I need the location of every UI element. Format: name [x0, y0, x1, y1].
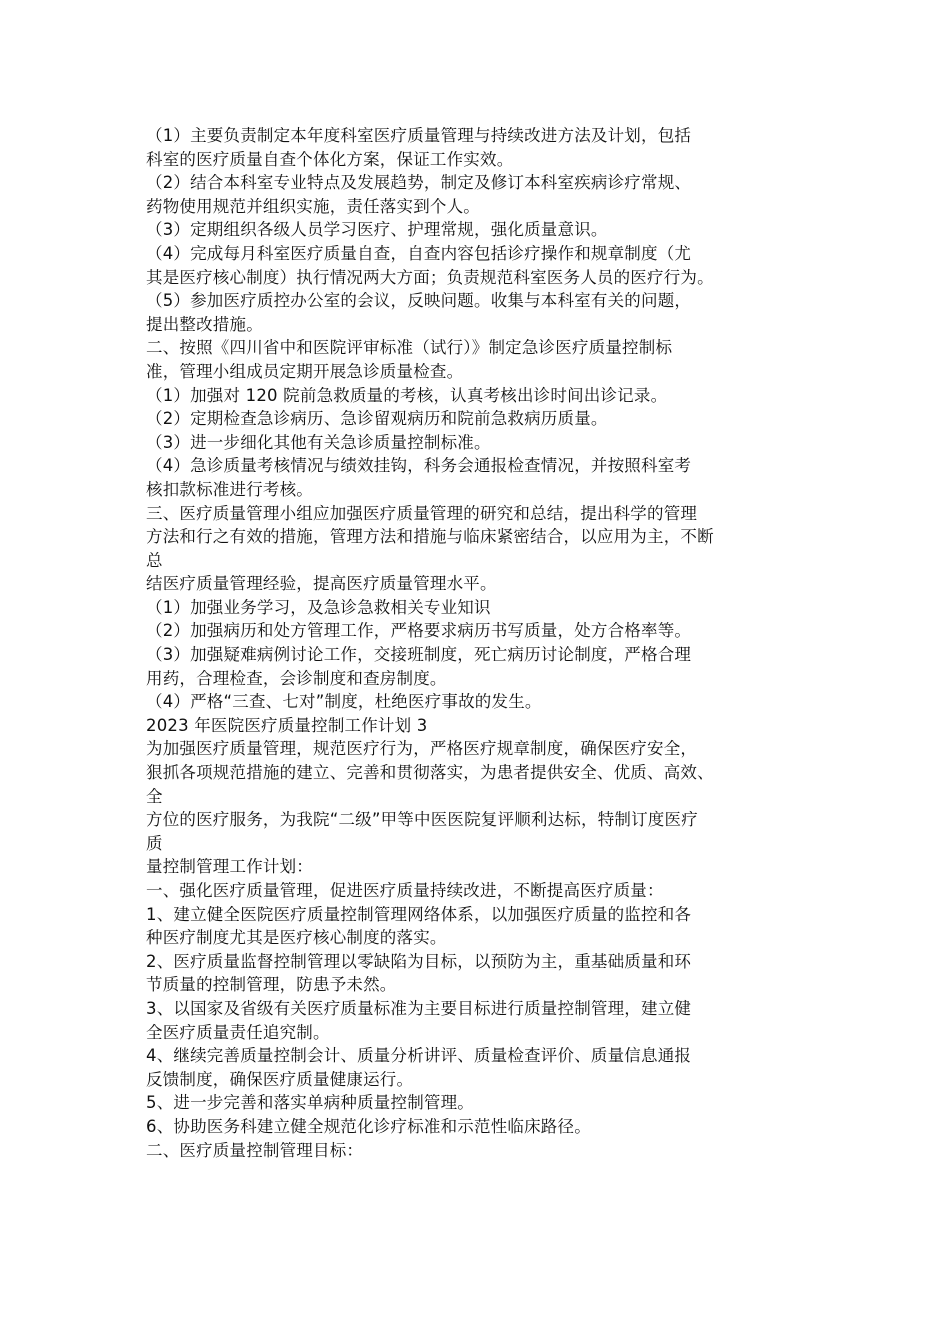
text-line: 用药，合理检查，会诊制度和查房制度。 [146, 668, 447, 688]
text-line: 总 [146, 550, 163, 570]
text-line: 准，管理小组成员定期开展急诊质量检查。 [146, 361, 464, 381]
text-line: 方位的医疗服务，为我院“二级”甲等中医医院复评顺利达标，特制订度医疗 [146, 810, 698, 830]
text-line: 3、以国家及省级有关医疗质量标准为主要目标进行质量控制管理，建立健 [146, 998, 692, 1018]
text-line: （1）主要负责制定本年度科室医疗质量管理与持续改进方法及计划，包括 [146, 126, 692, 145]
section-heading: 二、医疗质量控制管理目标： [146, 1140, 364, 1160]
text-line: 其是医疗核心制度）执行情况两大方面；负责规范科室医务人员的医疗行为。 [146, 267, 714, 287]
text-line: 量控制管理工作计划： [146, 857, 313, 877]
text-line: 全医疗质量责任追究制。 [146, 1022, 330, 1042]
text-line: （2）定期检查急诊病历、急诊留观病历和院前急救病历质量。 [146, 409, 608, 429]
text-line: （5）参加医疗质控办公室的会议，反映问题。收集与本科室有关的问题， [146, 291, 692, 311]
text-line: 质 [146, 833, 163, 853]
text-line: 4、继续完善质量控制会计、质量分析讲评、质量检查评价、质量信息通报 [146, 1046, 692, 1066]
text-line: 方法和行之有效的措施，管理方法和措施与临床紧密结合，以应用为主，不断 [146, 527, 714, 547]
text-line: 反馈制度，确保医疗质量健康运行。 [146, 1069, 414, 1089]
text-line: 全 [146, 786, 163, 806]
text-line: （2）加强病历和处方管理工作，严格要求病历书写质量，处方合格率等。 [146, 621, 692, 641]
text-line: （3）定期组织各级人员学习医疗、护理常规，强化质量意识。 [146, 220, 608, 240]
text-line: 核扣款标准进行考核。 [146, 479, 313, 499]
text-line: 科室的医疗质量自查个体化方案，保证工作实效。 [146, 149, 514, 169]
text-line: 狠抓各项规范措施的建立、完善和贯彻落实，为患者提供安全、优质、高效、 [146, 763, 714, 783]
text-line: 为加强医疗质量管理，规范医疗行为，严格医疗规章制度，确保医疗安全， [146, 739, 698, 759]
text-line: （1）加强业务学习，及急诊急救相关专业知识 [146, 597, 491, 617]
text-line: 节质量的控制管理，防患予未然。 [146, 975, 397, 995]
section-heading: 一、强化医疗质量管理，促进医疗质量持续改进，不断提高医疗质量： [146, 881, 664, 900]
text-line: 种医疗制度尤其是医疗核心制度的落实。 [146, 928, 447, 948]
text-line: 药物使用规范并组织实施，责任落实到个人。 [146, 196, 480, 216]
text-line: （4）严格“三查、七对”制度，杜绝医疗事故的发生。 [146, 692, 542, 712]
text-line: 1、建立健全医院医疗质量控制管理网络体系，以加强医疗质量的监控和各 [146, 904, 692, 924]
text-line: （2）结合本科室专业特点及发展趋势，制定及修订本科室疾病诊疗常规、 [146, 173, 692, 193]
document-title: 2023 年医院医疗质量控制工作计划 3 [146, 715, 428, 735]
text-line: 2、医疗质量监督控制管理以零缺陷为目标，以预防为主，重基础质量和环 [146, 951, 692, 971]
text-line: 5、进一步完善和落实单病种质量控制管理。 [146, 1093, 474, 1113]
text-line: （1）加强对 120 院前急救质量的考核，认真考核出诊时间出诊记录。 [146, 385, 668, 405]
section-heading: 三、医疗质量管理小组应加强医疗质量管理的研究和总结，提出科学的管理 [146, 503, 698, 523]
text-line: 结医疗质量管理经验，提高医疗质量管理水平。 [146, 574, 497, 594]
text-line: 6、协助医务科建立健全规范化诊疗标准和示范性临床路径。 [146, 1116, 591, 1136]
text-line: （3）进一步细化其他有关急诊质量控制标准。 [146, 432, 491, 452]
text-line: （3）加强疑难病例讨论工作，交接班制度，死亡病历讨论制度，严格合理 [146, 645, 692, 665]
text-line: （4）完成每月科室医疗质量自查，自查内容包括诊疗操作和规章制度（尤 [146, 243, 692, 263]
section-heading: 二、按照《四川省中和医院评审标准（试行）》制定急诊医疗质量控制标 [146, 338, 673, 358]
text-line: 提出整改措施。 [146, 314, 263, 334]
text-line: （4）急诊质量考核情况与绩效挂钩，科务会通报检查情况，并按照科室考 [146, 456, 692, 476]
document-body [146, 124, 826, 1162]
